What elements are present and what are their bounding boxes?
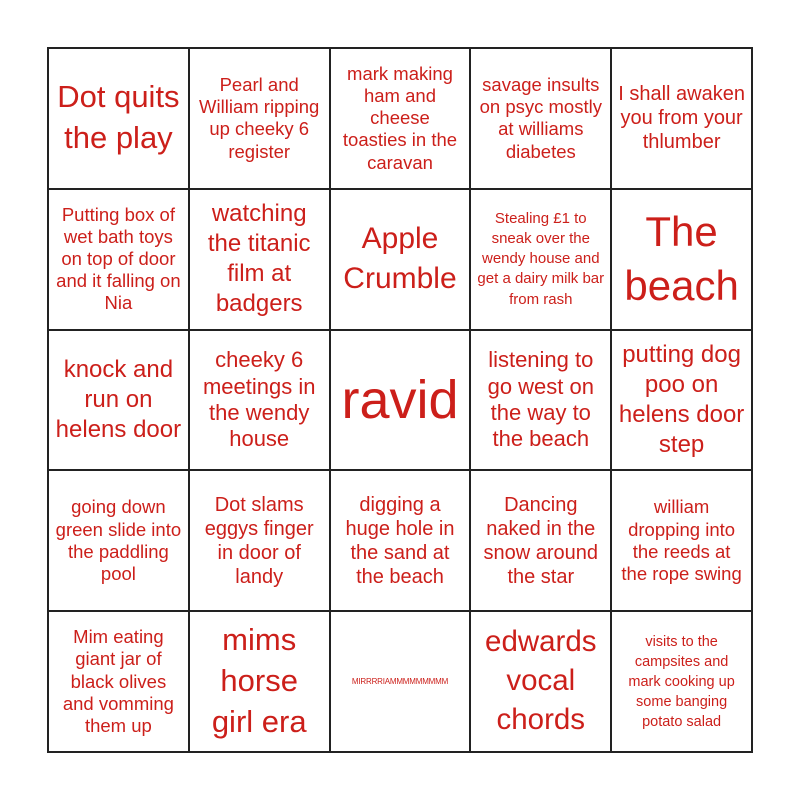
bingo-cell-8[interactable] xyxy=(331,190,472,331)
bingo-cell-text: Apple Crumble xyxy=(343,221,457,296)
bingo-cell-text: Putting box of wet bath toys on top of door and it falling on Nia xyxy=(56,203,181,314)
bingo-cell-text: The beach xyxy=(624,207,739,310)
bingo-cell-14[interactable] xyxy=(471,331,612,472)
bingo-cell-23[interactable] xyxy=(331,612,472,753)
bingo-cell-text: I shall awaken you from your thlumber xyxy=(618,83,745,154)
bingo-cell-text: Mim eating giant jar of black olives and vomming them up xyxy=(62,626,174,736)
bingo-cell-3[interactable] xyxy=(331,49,472,190)
bingo-cell-1[interactable] xyxy=(49,49,190,190)
bingo-cell-21[interactable] xyxy=(49,612,190,753)
bingo-cell-25[interactable] xyxy=(612,612,753,753)
bingo-cell-text: mark making ham and cheese toasties in the caravan xyxy=(342,62,458,173)
bingo-cell-20[interactable] xyxy=(612,471,753,612)
bingo-cell-24[interactable] xyxy=(471,612,612,753)
bingo-cell-text: ravid xyxy=(341,369,459,430)
bingo-cell-text: Dancing naked in the snow around the star xyxy=(483,493,599,588)
bingo-cell-4[interactable] xyxy=(471,49,612,190)
bingo-cell-9[interactable] xyxy=(471,190,612,331)
bingo-cell-text: Dot slams eggys finger in door of landy xyxy=(204,493,314,588)
bingo-cell-10[interactable] xyxy=(612,190,753,331)
bingo-cell-text: watching the titanic film at badgers xyxy=(207,200,311,318)
bingo-cell-text: Pearl and William ripping up cheeky 6 register xyxy=(199,74,320,162)
bingo-cell-6[interactable] xyxy=(49,190,190,331)
bingo-cell-text: digging a huge hole in the sand at the beach xyxy=(345,493,455,588)
bingo-cell-7[interactable] xyxy=(190,190,331,331)
bingo-cell-15[interactable] xyxy=(612,331,753,472)
bingo-cell-text: william dropping into the reeds at the rope swing xyxy=(621,496,742,584)
bingo-cell-text: mims horse girl era xyxy=(211,622,307,740)
bingo-cell-text: savage insults on psyc mostly at williams diabetes xyxy=(479,74,602,162)
bingo-cell-text: going down green slide into the paddling pool xyxy=(55,496,182,584)
bingo-cell-text: putting dog poo on helens door step xyxy=(618,340,745,458)
bingo-cell-17[interactable] xyxy=(190,471,331,612)
bingo-cell-text: Dot quits the play xyxy=(57,79,180,156)
bingo-cell-text: cheeky 6 meetings in the wendy house xyxy=(202,347,316,452)
bingo-cell-19[interactable] xyxy=(471,471,612,612)
bingo-cell-22[interactable] xyxy=(190,612,331,753)
bingo-card xyxy=(47,47,753,753)
bingo-cell-text: edwards vocal chords xyxy=(485,625,597,737)
bingo-cell-5[interactable] xyxy=(612,49,753,190)
bingo-cell-11[interactable] xyxy=(49,331,190,472)
bingo-cell-text: Stealing £1 to sneak over the wendy house and get a dairy milk bar from rash xyxy=(477,209,605,308)
bingo-cell-16[interactable] xyxy=(49,471,190,612)
bingo-cell-text: knock and run on helens door xyxy=(55,355,182,443)
bingo-cell-text: MIRRRRIAMMMMMMMMM xyxy=(351,676,449,686)
bingo-cell-text: visits to the campsites and mark cooking up some banging potato salad xyxy=(628,633,735,730)
bingo-cell-12[interactable] xyxy=(190,331,331,472)
bingo-cell-free[interactable] xyxy=(331,331,472,472)
bingo-cell-2[interactable] xyxy=(190,49,331,190)
bingo-cell-text: listening to go west on the way to the beach xyxy=(487,347,594,452)
bingo-cell-18[interactable] xyxy=(331,471,472,612)
